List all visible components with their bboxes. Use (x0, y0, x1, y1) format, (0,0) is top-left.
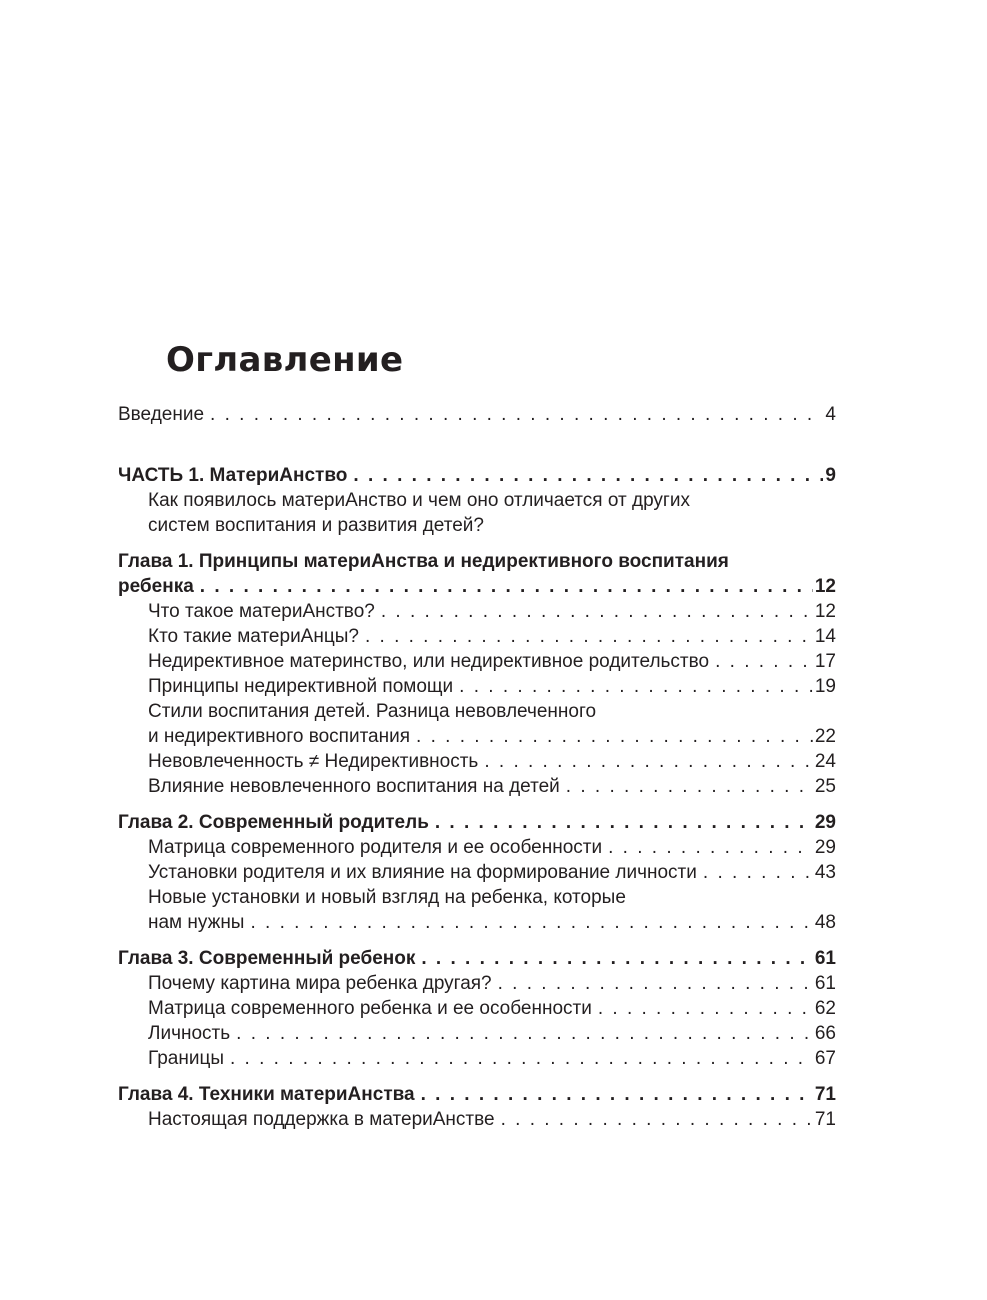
toc-entry[interactable] (118, 649, 836, 674)
toc-entry-label: Что такое материАнство? (148, 601, 375, 622)
toc-entry-label: Кто такие материАнцы? (148, 626, 359, 647)
toc-page-number: 9 (825, 465, 836, 486)
toc-part-1-subtitle-line-2: систем воспитания и развития детей? (148, 515, 484, 536)
dot-leader (347, 463, 823, 488)
toc-entry-label: Невовлеченность ≠ Недирективность (148, 751, 479, 772)
dot-leader (375, 599, 813, 624)
toc-entry[interactable] (118, 749, 836, 774)
toc-entry-label: Влияние невовлеченного воспитания на детей (148, 776, 560, 797)
toc-part-1[interactable] (118, 463, 836, 488)
toc-page-number: 66 (814, 1023, 836, 1044)
toc-page-number: 43 (814, 862, 836, 883)
toc-entry-label: Матрица современного ребенка и ее особенности (148, 998, 592, 1019)
table-of-contents (118, 402, 836, 1132)
toc-entry-label: Матрица современного родителя и ее особенности (148, 837, 603, 858)
toc-page-number: 24 (814, 751, 836, 772)
dot-leader (204, 402, 823, 427)
toc-entry-line-1[interactable]: Новые установки и новый взгляд на ребенка, которые (148, 887, 626, 908)
toc-chapter-label: ребенка (118, 576, 194, 597)
toc-part-1-subtitle-line-1: Как появилось материАнство и чем оно отличается от других (148, 490, 690, 511)
dot-leader (359, 624, 813, 649)
toc-entry-label: Введение (118, 404, 205, 425)
toc-entry-line-1[interactable]: Стили воспитания детей. Разница невовлеченного (148, 701, 597, 722)
dot-leader (560, 774, 813, 799)
toc-entry-label: Границы (148, 1048, 224, 1069)
toc-entry[interactable] (118, 1107, 836, 1132)
dot-leader (697, 860, 813, 885)
toc-page-number: 61 (814, 973, 836, 994)
toc-entry-label: Настоящая поддержка в материАнстве (148, 1109, 495, 1130)
toc-page-number: 62 (814, 998, 836, 1019)
toc-page-number: 22 (814, 726, 836, 747)
toc-page-number: 14 (814, 626, 836, 647)
dot-leader (602, 835, 813, 860)
toc-entry[interactable] (118, 599, 836, 624)
toc-page-number: 61 (814, 948, 836, 969)
dot-leader (453, 674, 813, 699)
dot-leader (410, 724, 813, 749)
toc-entry[interactable] (118, 910, 836, 935)
toc-page-number: 17 (814, 651, 836, 672)
dot-leader (415, 1082, 813, 1107)
toc-page-number: 12 (814, 576, 836, 597)
toc-part-label: ЧАСТЬ 1. МатериАнство (118, 465, 348, 486)
toc-entry[interactable] (118, 624, 836, 649)
toc-entry-label: Принципы недирективной помощи (148, 676, 454, 697)
toc-page-number: 48 (814, 912, 836, 933)
page-title: Оглавление (166, 340, 404, 380)
toc-chapter-label: Глава 3. Современный ребенок (118, 948, 416, 969)
dot-leader (429, 810, 813, 835)
toc-entry[interactable] (118, 996, 836, 1021)
dot-leader (244, 910, 812, 935)
toc-chapter-label: Глава 2. Современный родитель (118, 812, 429, 833)
toc-entry-label: Установки родителя и их влияние на формирование личности (148, 862, 697, 883)
toc-entry-label: Недирективное материнство, или недирективное родительство (148, 651, 710, 672)
toc-entry[interactable] (118, 1046, 836, 1071)
toc-entry-label: и недирективного воспитания (148, 726, 411, 747)
dot-leader (224, 1046, 813, 1071)
toc-entry-label: Личность (148, 1023, 231, 1044)
dot-leader (709, 649, 813, 674)
toc-entry[interactable] (118, 724, 836, 749)
toc-page-number: 67 (814, 1048, 836, 1069)
toc-page-number: 25 (814, 776, 836, 797)
toc-chapter-label: Глава 4. Техники материАнства (118, 1084, 415, 1105)
toc-entry[interactable] (118, 860, 836, 885)
toc-page-number: 29 (814, 837, 836, 858)
toc-chapter-4[interactable] (118, 1082, 836, 1107)
dot-leader (492, 971, 813, 996)
dot-leader (495, 1107, 813, 1132)
toc-chapter-2[interactable] (118, 810, 836, 835)
toc-page-number: 29 (814, 812, 836, 833)
toc-entry-label: нам нужны (148, 912, 245, 933)
toc-page-number: 71 (814, 1109, 836, 1130)
toc-entry-intro[interactable] (118, 402, 836, 427)
toc-page-number: 12 (814, 601, 836, 622)
dot-leader (415, 946, 812, 971)
toc-entry[interactable] (118, 674, 836, 699)
toc-page-number: 19 (814, 676, 836, 697)
toc-page-number: 4 (825, 404, 836, 425)
toc-entry[interactable] (118, 1021, 836, 1046)
toc-chapter-1[interactable] (118, 574, 836, 599)
dot-leader (478, 749, 813, 774)
dot-leader (194, 574, 813, 599)
toc-entry[interactable] (118, 971, 836, 996)
toc-chapter-3[interactable] (118, 946, 836, 971)
toc-page-number: 71 (814, 1084, 836, 1105)
dot-leader (592, 996, 813, 1021)
toc-chapter-1-title-line-1[interactable]: Глава 1. Принципы материАнства и недирективного воспитания (118, 551, 729, 572)
toc-entry-label: Почему картина мира ребенка другая? (148, 973, 492, 994)
toc-entry[interactable] (118, 774, 836, 799)
dot-leader (230, 1021, 813, 1046)
toc-entry[interactable] (118, 835, 836, 860)
